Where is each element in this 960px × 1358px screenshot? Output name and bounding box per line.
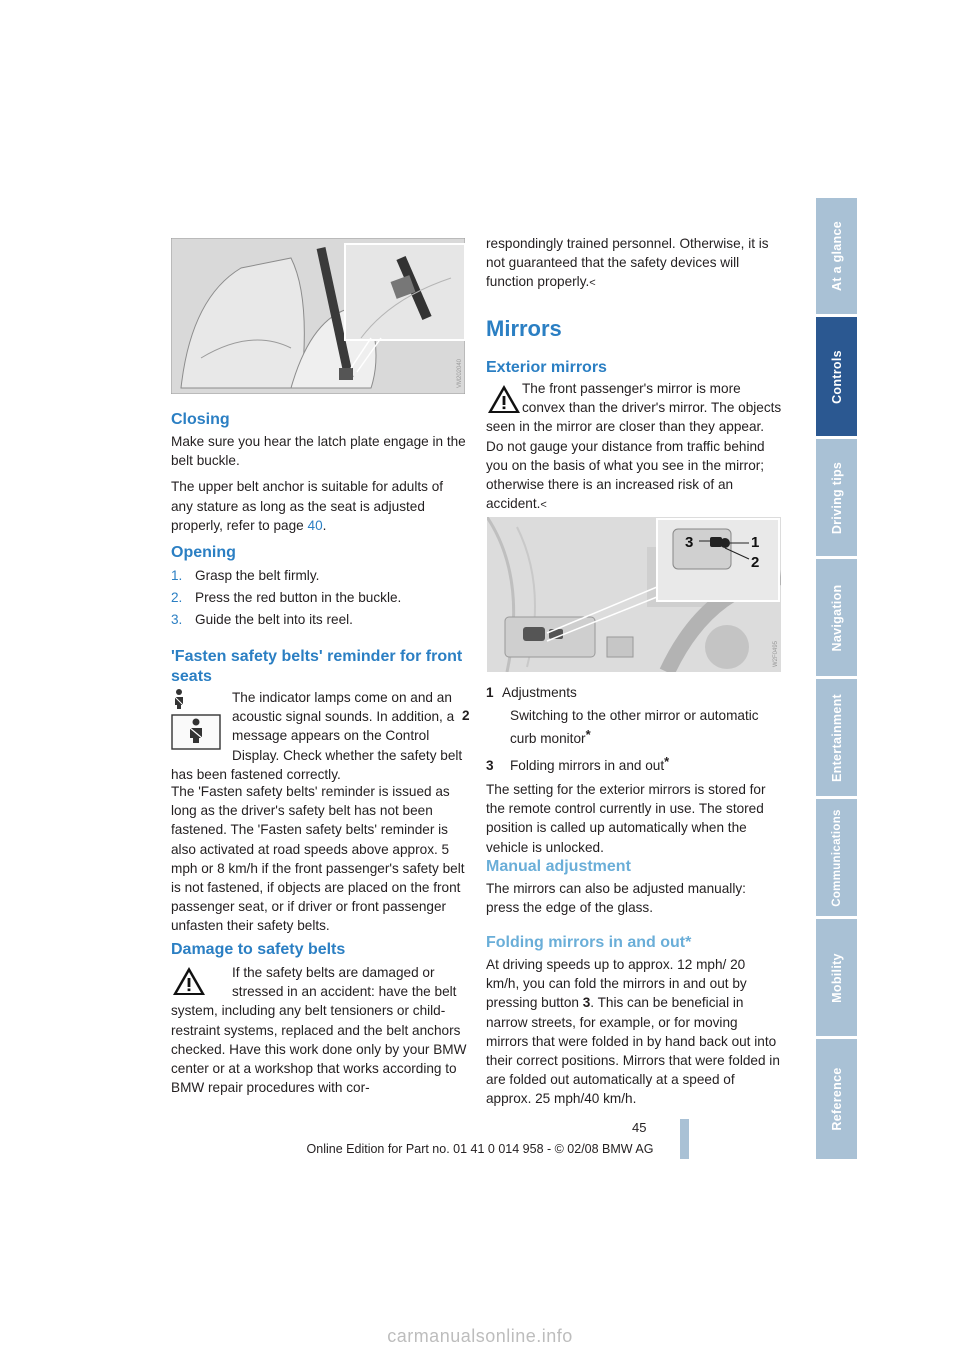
mirror-legend — [462, 683, 782, 857]
callout-3: 3 — [685, 534, 694, 551]
opening-steps — [171, 566, 467, 632]
tab-at-a-glance[interactable]: At a glance — [816, 198, 857, 314]
mirrors-heading: Mirrors — [486, 316, 562, 341]
svg-text:VM202040: VM202040 — [457, 358, 463, 388]
mirror-switch-illustration — [487, 517, 781, 672]
mirror-setting-paragraph: The setting for the exterior mirrors is stored for the remote control currently in use. The stored position is called up automatically when the vehicle is unlocked. — [486, 782, 766, 855]
legend-item: 1 Adjustments — [486, 685, 577, 700]
folding-mirrors-text: At driving speeds up to approx. 12 mph/ 20 km/h, you can fold the mirrors in and out by pressing button 3. This can be beneficial in narrow streets, for example, or for moving mirrors that were folded in by hand back out into their correct positions. Mirrors that were folded in are folded out automatically at a speed of approx. 25 mph/40 km/h. — [486, 957, 780, 1107]
tab-navigation[interactable]: Navigation — [816, 559, 857, 676]
callout-1: 1 — [751, 534, 760, 551]
tab-entertainment[interactable]: Entertainment — [816, 679, 857, 796]
reminder-paragraph-2: The 'Fasten safety belts' reminder is issued as long as the driver's safety belt has not been fastened. The 'Fasten safety belts' reminder is also activated at road speeds above approx. 5 mph or 8 km/h if the front passenger's safety belt is not fastened, if objects are placed on the front passenger seat, or if driver or front passenger unfasten their safety belts. — [171, 784, 465, 934]
tab-driving-tips[interactable]: Driving tips — [816, 439, 857, 556]
seatbelt-illustration — [171, 238, 465, 394]
closing-heading: Closing — [171, 411, 230, 428]
page-number: 45 — [632, 1120, 647, 1135]
callout-2: 2 — [751, 554, 760, 571]
tab-reference[interactable]: Reference — [816, 1039, 857, 1159]
step-item: 2. Press the red button in the buckle. — [171, 590, 402, 605]
continued-paragraph: respondingly trained personnel. Otherwise, it is not guaranteed that the safety devices will function properly.< — [486, 236, 769, 290]
legend-item: 2 Switching to the other mirror or automatic curb monitor* — [462, 708, 759, 746]
opening-heading: Opening — [171, 544, 236, 561]
page-reference-link[interactable]: 40 — [307, 517, 323, 533]
step-item: 3. Guide the belt into its reel. — [171, 612, 353, 627]
reminder-heading: 'Fasten safety belts' reminder for front seats — [171, 648, 463, 685]
tab-controls[interactable]: Controls — [816, 317, 857, 436]
tab-mobility[interactable]: Mobility — [816, 919, 857, 1036]
damage-warning-text: If the safety belts are damaged or stressed in an accident: have the belt system, including any belt tensioners or child-restraint systems, replaced and the belt anchors checked. Have this work done only by your BMW center or at a workshop that works according to BMW repair procedures with cor- — [171, 965, 467, 1096]
closing-paragraph-1: Make sure you hear the latch plate engage in the belt buckle. — [171, 434, 466, 469]
legend-item: 3 Folding mirrors in and out* — [486, 754, 670, 773]
tab-communications[interactable]: Communications — [816, 799, 857, 916]
manual-adjustment-text: The mirrors can also be adjusted manually: press the edge of the glass. — [486, 881, 746, 916]
closing-paragraph-2: The upper belt anchor is suitable for adults of any stature as long as the seat is adjusted properly, refer to page 40. — [171, 479, 444, 533]
edition-line: Online Edition for Part no. 01 41 0 014 958 - © 02/08 BMW AG — [306, 1142, 654, 1156]
reminder-paragraph-1: The indicator lamps come on and an acoustic signal sounds. In addition, a message appears on the Control Display. Check whether the safety belt has been fastened correctly. — [171, 690, 463, 782]
exterior-warning-text: The front passenger's mirror is more convex than the driver's mirror. The objects seen in the mirror are closer than they appear. Do not gauge your distance from traffic behind you on the basis of what you see in the mirror; otherwise there is an increased risk of an accident.< — [486, 381, 782, 512]
manual-adjustment-heading: Manual adjustment — [486, 858, 631, 875]
folding-mirrors-heading: Folding mirrors in and out* — [486, 934, 692, 951]
damage-heading: Damage to safety belts — [171, 941, 346, 958]
step-item: 1. Grasp the belt firmly. — [171, 568, 320, 583]
watermark: carmanualsonline.info — [387, 1326, 573, 1346]
exterior-mirrors-heading: Exterior mirrors — [486, 359, 607, 376]
svg-text:W2F0495: W2F0495 — [773, 640, 779, 667]
